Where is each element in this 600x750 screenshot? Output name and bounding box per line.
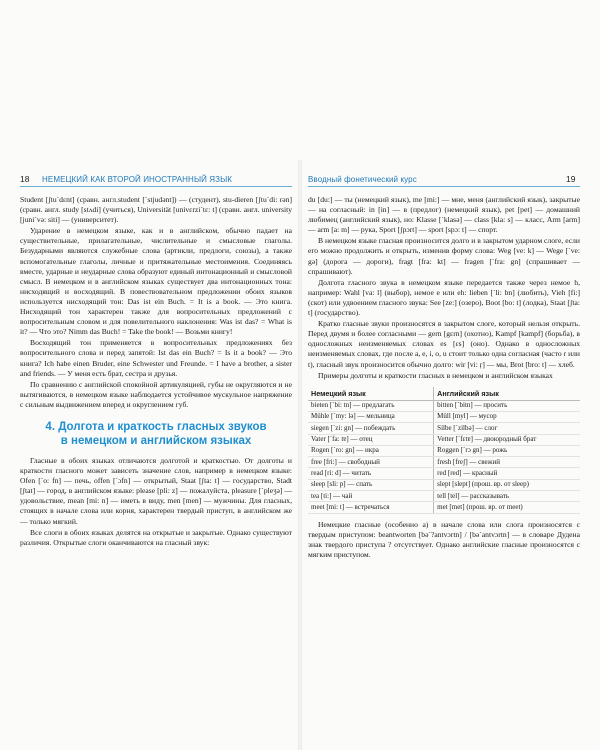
table-cell-english: met [met] (прош. вр. от meet) bbox=[434, 502, 580, 513]
table-cell-german: meet [mi: t] — встречаться bbox=[308, 502, 434, 513]
paragraph: Student [ʃtu`dɛnt] (сравн. англ.student [`stjudənt]) — (студент), stu-dieren [ʃtu`di: rən] (сравн. англ. study [stʌdi] (учиться), Universität [univɛrzi`tɛ: t] (сравн. англ. university [juni`və: siti] — (университет). bbox=[20, 195, 292, 225]
paragraph: Долгота гласного звука в немецком языке передается также через немое h, например: Wahl [va: l] (выбор), немое e или eh: lieben [`li: bn] (любить), Vieh [fi:] (скот) или удвоением гласного звука: See [ze:] (озеро), Boot [bo: t] (лодка), Staat [ʃta: t] (государство). bbox=[308, 277, 580, 318]
section-heading bbox=[20, 420, 292, 448]
table-row bbox=[308, 445, 580, 456]
table-cell-english: bitten [`bitn] — просить bbox=[434, 400, 580, 411]
right-page bbox=[308, 172, 580, 561]
column-header-english: Английский язык bbox=[434, 387, 580, 401]
table-cell-german: Vater [`fa: tɐ] — отец bbox=[308, 434, 434, 445]
paragraph: Гласные в обоих языках отличаются долготой и краткостью. От долготы и краткости гласного может зависеть значение слов, например в немецком языке: Ofen [`o: fn] — печь, offen [`ɔfn] — открытый, Staat [ʃta: t] — государство, Stadt [ʃtat] — город, в английском языке: please [pli: z] — пожалуйста, pleasure [`pleʒə] — удовольствие, mean [mi: n] — иметь в виду, men [men] — мужчины. Для гласных, стоящих в начале слова или корня, характерен твердый приступ, в английском же — только мягкий. bbox=[20, 455, 292, 526]
table-row bbox=[308, 400, 580, 411]
page-number: 18 bbox=[20, 174, 30, 184]
paragraph: Все слоги в обоих языках делятся на открытые и закрытые. Однако существуют различия. Открытые слоги оканчиваются на гласный звук: bbox=[20, 527, 292, 547]
table-cell-german: Rogen [`ro: gn] — икра bbox=[308, 445, 434, 456]
table-row bbox=[308, 411, 580, 422]
table-body bbox=[308, 400, 580, 513]
table-header-row bbox=[308, 387, 580, 401]
section-heading-line-2: в немецком и английском языках bbox=[60, 434, 252, 447]
table-cell-german: read [ri: d] — читать bbox=[308, 468, 434, 479]
table-cell-german: Mühle [`my: lə] — мельница bbox=[308, 411, 434, 422]
paragraph: Ударение в немецком языке, как и в английском, обычно падает на существительные, прилагательные, числительные и смысловые глаголы. Безударными являются служебные слова (артикли, предлоги, союзы), а также вспомогательные глаголы, личные и притяжательные местоимения. Соединяясь вместе, ударные и неударные слова образуют единый интонационный и смысловой смысл. В немецком и в английском языках существует два интонационных тона: нисходящий и восходящий. В повествовательном предложении обоих языков используется нисходящий тон: Das ist ein Buch. = It is a book. — Это книга. Нисходящий тон характерен также для вопросительных предложений с вопросительным словом и для повелительного наклонения: Was ist das? = What is it? — Что это? Nimm das Buch! = Take the book! — Возьми книгу! bbox=[20, 226, 292, 337]
table-row bbox=[308, 491, 580, 502]
table-cell-english: Vetter [`fɛtɐ] — двоюродный брат bbox=[434, 434, 580, 445]
paragraph: Восходящий тон применяется в вопросительных предложениях без вопросительного слова и перед запятой: Ist das ein Buch? = Is it a book? — Это книга? Ich habe einen Bruder, eine Schwester und Freunde. = I have a brother, a sister and friends. — У меня есть брат, сестра и друзья. bbox=[20, 338, 292, 378]
page-number: 19 bbox=[566, 174, 576, 184]
running-title: НЕМЕЦКИЙ КАК ВТОРОЙ ИНОСТРАННЫЙ ЯЗЫК bbox=[42, 174, 233, 184]
table-row bbox=[308, 479, 580, 490]
running-title: Вводный фонетический курс bbox=[308, 174, 417, 184]
table-cell-german: tea [ti:] — чай bbox=[308, 491, 434, 502]
table-row bbox=[308, 468, 580, 479]
table-cell-english: Roggen [`rɔ gn] — рожь bbox=[434, 445, 580, 456]
table-cell-english: Müll [myl] — мусор bbox=[434, 411, 580, 422]
right-running-head bbox=[308, 172, 580, 187]
paragraph: По сравнению с английской спокойной артикуляцией, губы не округляются и не вытягиваются, в немецком языке наблюдается устойчивое мускульное напряжение с сильным выдвижением вперед и округлением губ. bbox=[20, 379, 292, 409]
table-row bbox=[308, 457, 580, 468]
column-header-german: Немецкий язык bbox=[308, 387, 434, 401]
table-cell-german: sleep [sli: p] — спать bbox=[308, 479, 434, 490]
paragraph: Примеры долготы и краткости гласных в немецком и английском языках bbox=[318, 370, 553, 380]
table-cell-german: free [fri:] — свободный bbox=[308, 457, 434, 468]
vowel-length-table bbox=[308, 387, 580, 514]
paragraph: Немецкие гласные (особенно а) в начале слова или слога произносятся с твердым приступом: beantworten [bə`?antvɔrtn] / [bə`antvɔrtn] — в словаре Дудена знак твердого приступа ? отсутствует. Однако английские гласные произносятся с мягким приступом. bbox=[308, 519, 580, 559]
section-heading-line-1: 4. Долгота и краткость гласных звуков bbox=[45, 420, 267, 433]
table-row bbox=[308, 434, 580, 445]
table-row bbox=[308, 423, 580, 434]
left-page bbox=[20, 172, 292, 549]
table-cell-english: Silbe [`zilbə] — слог bbox=[434, 423, 580, 434]
paragraph: Кратко гласные звуки произносятся в закрытом слоге, который нельзя открыть. Перед двумя и более согласными — gern [gɛrn] (охотно), Kampf [kampf] (борьба), в односложных неизменяемых словах es [ɛs] (оно). Однако в односложных неизменяемых словах, где после a, e, i, o, u стоит только одна согласная (часто r или t), гласный звук произносится обычно долго: wir [vi: ŗ] — мы, Brot [bro: t] — хлеб. bbox=[308, 319, 580, 369]
table-cell-english: tell [tel] — рассказывать bbox=[434, 491, 580, 502]
paragraph: du [du:] — ты (немецкий язык), me [mi:] — мне, меня (английский язык), закрытые — на согласный: in [in] — в (предлог) (немецкий язык), pet [pet] — домашний любимец (английский язык), но: Klasse [`klasə] — class [kla: s] — класс, Arm [arm] — arm [a: m] — рука, Sport [ʃpɔrt] — sport [spɔ: t] — спорт. bbox=[308, 195, 580, 235]
table-cell-german: siegen [`zi: gn] — побеждать bbox=[308, 423, 434, 434]
left-running-head bbox=[20, 172, 292, 187]
table-row bbox=[308, 502, 580, 513]
table-cell-english: slept [slept] (прош. вр. от sleep) bbox=[434, 479, 580, 490]
table-cell-english: red [red] — красный bbox=[434, 468, 580, 479]
book-gutter bbox=[298, 160, 302, 750]
table-cell-german: bieten [`bi: tn] — предлагать bbox=[308, 400, 434, 411]
paragraph: В немецком языке гласная произносится долго и в закрытом ударном слоге, если его можно продолжить и открыть, изменив форму слова: Weg [ve: k] — Wege [`ve: gə] (дорога — дороги), fragt [fra: kt] — fragen [`fra: gn] (спрашивает — спрашивают). bbox=[308, 236, 580, 276]
table-cell-english: fresh [freʃ] — свежий bbox=[434, 457, 580, 468]
